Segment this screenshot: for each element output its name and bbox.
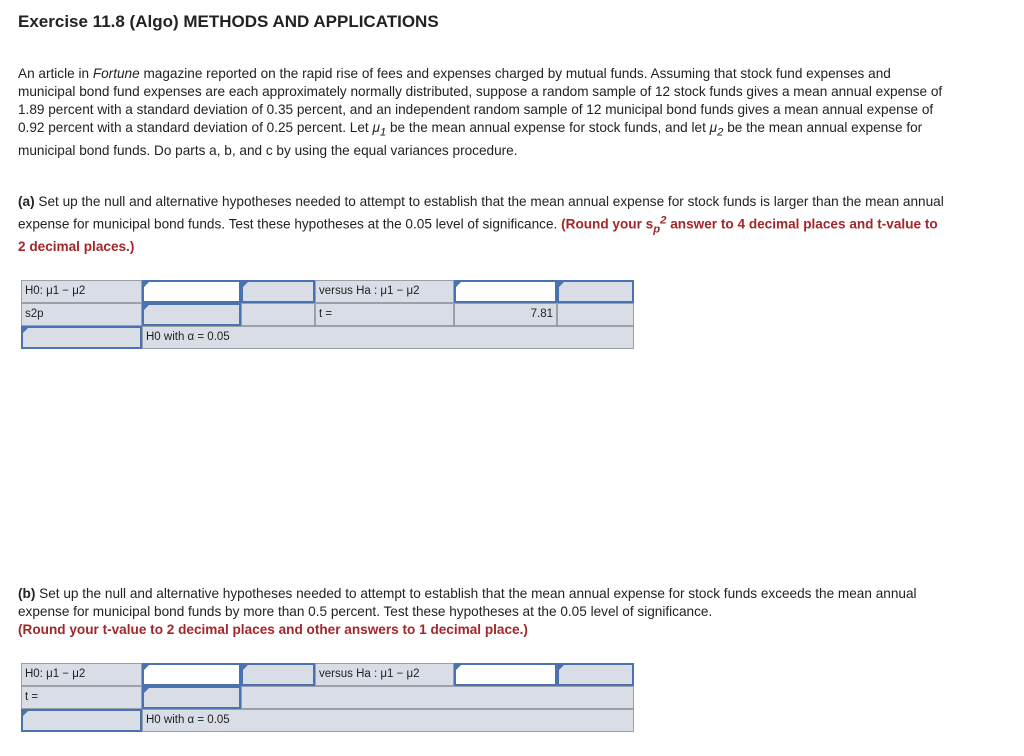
- part-b-question: [18, 585, 948, 639]
- decision-select[interactable]: [21, 709, 142, 732]
- page-title: Exercise 11.8 (Algo) METHODS AND APPLICATIONS: [18, 12, 439, 31]
- ha-operator-select[interactable]: [454, 280, 557, 303]
- t-label: t =: [21, 686, 142, 709]
- h0-label: H0: μ1 − μ2: [21, 280, 142, 303]
- h0-operator-select[interactable]: [142, 280, 241, 303]
- decision-label: H0 with α = 0.05: [142, 709, 634, 732]
- h0-operator-select[interactable]: [142, 663, 241, 686]
- decision-label: H0 with α = 0.05: [142, 326, 634, 349]
- problem-intro: [18, 65, 948, 160]
- ha-value-input[interactable]: [557, 280, 634, 303]
- s2p-input[interactable]: [142, 303, 241, 326]
- intro-text: An article in: [18, 66, 93, 81]
- empty-cell: [557, 303, 634, 326]
- h0-label: H0: μ1 − μ2: [21, 663, 142, 686]
- t-label: t =: [315, 303, 454, 326]
- part-a-label: (a): [18, 194, 35, 209]
- s2p-label: s2p: [21, 303, 142, 326]
- intro-text: be the mean annual expense for stock funds, and let: [386, 120, 710, 135]
- part-a-text: Set up the null and alternative hypotheses needed to attempt to establish that the mean annual expense for stock funds is larger than the mean annual expense for municipal bond funds. Test these hypotheses at the 0.05 level of significance.: [18, 194, 944, 232]
- intro-text: magazine reported on the rapid rise of fees and expenses charged by mutual funds. Assuming that stock fund expenses and municipal bond fund expenses are each approximately normally distributed, suppose a random sample of 12 stock funds gives a mean annual expense of 1.89 percent with a standard deviation of 0.35 percent, and an independent random sample of 12 municipal bond funds gives a mean annual expense of 0.92 percent with a standard deviation of 0.25 percent. Let: [18, 66, 943, 135]
- h0-value-input[interactable]: [241, 280, 315, 303]
- part-a-question: [18, 193, 948, 256]
- mu1-symbol: $\mu_1$: [372, 120, 387, 139]
- t-value: 7.81: [454, 303, 557, 326]
- ha-operator-select[interactable]: [454, 663, 557, 686]
- mu2-symbol: $\mu_2$: [709, 120, 724, 139]
- intro-text: be the mean annual expense for municipal bond funds. Do parts a, b, and c by using the equal variances procedure.: [18, 120, 923, 158]
- t-value-input[interactable]: [142, 686, 241, 709]
- ha-label: versus Ha : μ1 − μ2: [315, 663, 454, 686]
- empty-cell: [241, 686, 634, 709]
- part-b-text: Set up the null and alternative hypotheses needed to attempt to establish that the mean annual expense for stock funds exceeds the mean annual expense for municipal bond funds by more than 0.5 percent. Test these hypotheses at the 0.05 level of significance.: [18, 586, 917, 619]
- ha-label: versus Ha : μ1 − μ2: [315, 280, 454, 303]
- part-b-note: (Round your t-value to 2 decimal places and other answers to 1 decimal place.): [18, 622, 528, 637]
- h0-value-input[interactable]: [241, 663, 315, 686]
- empty-cell: [241, 303, 315, 326]
- ha-value-input[interactable]: [557, 663, 634, 686]
- magazine-name: Fortune: [92, 66, 140, 81]
- decision-select[interactable]: [21, 326, 142, 349]
- part-a-note: (Round your $s_p^2$ answer to 4 decimal places and t-value to 2 decimal places.): [18, 214, 938, 255]
- part-b-label: (b): [18, 586, 36, 601]
